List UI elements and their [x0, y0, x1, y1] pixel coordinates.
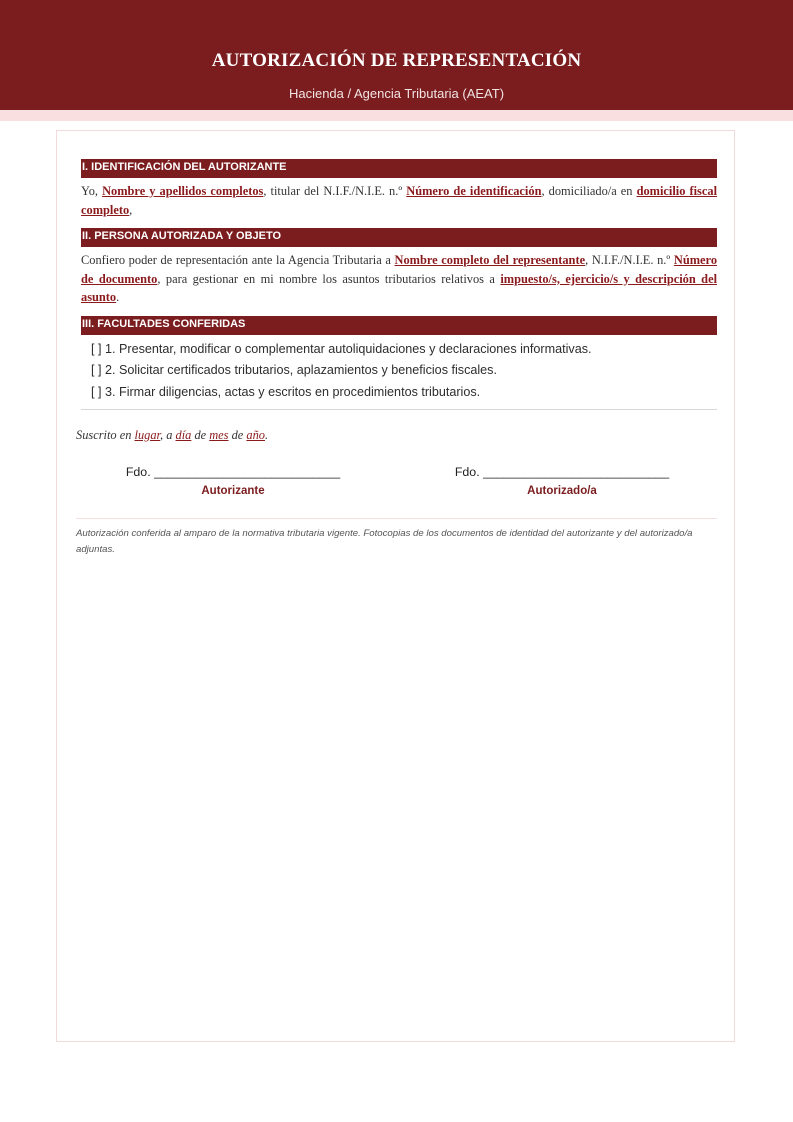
document-card — [56, 130, 735, 1042]
facultades-list — [91, 339, 717, 404]
text: Confiero poder de representación ante la Agencia Tributaria a — [81, 253, 395, 267]
signature-role: Autorizado/a — [527, 485, 597, 497]
footer-note: Autorización conferida al amparo de la normativa tributaria vigente. Fotocopias de los documentos de identidad del autorizante y del autorizado/a adjuntas. — [76, 528, 693, 555]
facultad-checkbox-item[interactable]: [ ] 3. Firmar diligencias, actas y escritos en procedimientos tributarios. — [91, 384, 481, 399]
facultad-checkbox-item[interactable]: [ ] 1. Presentar, modificar o complementar autoliquidaciones y declaraciones informativas. — [91, 341, 592, 356]
text: , titular del N.I.F./N.I.E. n.º — [263, 184, 407, 198]
document-body — [81, 159, 717, 410]
text: Suscrito en — [76, 428, 135, 442]
section-heading-autorizada: II. PERSONA AUTORIZADA Y OBJETO — [81, 228, 717, 247]
text: , para gestionar en mi nombre los asuntos tributarios relativos a — [157, 271, 501, 286]
signature-line[interactable]: Fdo. ___________________________ — [125, 465, 341, 479]
text: . — [116, 290, 120, 304]
field-nombre-representante[interactable]: Nombre completo del representante — [394, 253, 586, 267]
field-mes[interactable]: mes — [209, 428, 229, 442]
document-title: AUTORIZACIÓN DE REPRESENTACIÓN — [211, 50, 582, 71]
field-anio[interactable]: año — [246, 428, 265, 442]
field-asunto[interactable]: impuesto/s, ejercicio/s y descripción del asunto — [81, 271, 718, 304]
signature-block-autorizante — [125, 465, 341, 497]
field-documento-representante[interactable]: Número de documento — [81, 253, 718, 286]
text: , N.I.F./N.I.E. n.º — [585, 253, 674, 267]
text: , — [129, 202, 133, 217]
facultad-checkbox-item[interactable]: [ ] 2. Solicitar certificados tributarios, aplazamientos y beneficios fiscales. — [91, 363, 497, 377]
field-dia[interactable]: día — [175, 428, 192, 442]
field-nombre-autorizante[interactable]: Nombre y apellidos completos — [102, 184, 264, 198]
header-accent-band — [0, 110, 793, 121]
text: de — [191, 428, 210, 442]
signature-line[interactable]: Fdo. ___________________________ — [454, 465, 670, 479]
text: Yo, — [81, 184, 103, 198]
autorizante-paragraph — [81, 182, 717, 219]
signature-role: Autorizante — [201, 485, 265, 497]
section-heading-facultades: III. FACULTADES CONFERIDAS — [81, 316, 717, 335]
field-nif-autorizante[interactable]: Número de identificación — [406, 184, 542, 198]
section-heading-autorizante: I. IDENTIFICACIÓN DEL AUTORIZANTE — [81, 159, 717, 178]
document-header — [0, 0, 793, 110]
text: , domiciliado/a en — [541, 184, 637, 198]
field-lugar[interactable]: lugar — [134, 428, 160, 442]
autorizada-paragraph — [81, 251, 717, 307]
document-subtitle: Hacienda / Agencia Tributaria (AEAT) — [288, 86, 505, 101]
field-domicilio-fiscal[interactable]: domicilio fiscal completo — [81, 184, 718, 217]
divider — [81, 409, 717, 410]
text: de — [228, 428, 247, 442]
subscription-line — [76, 428, 268, 443]
text: , a — [160, 428, 176, 442]
text: . — [265, 428, 269, 442]
footer-divider — [76, 518, 717, 519]
signature-block-autorizado — [454, 465, 670, 497]
